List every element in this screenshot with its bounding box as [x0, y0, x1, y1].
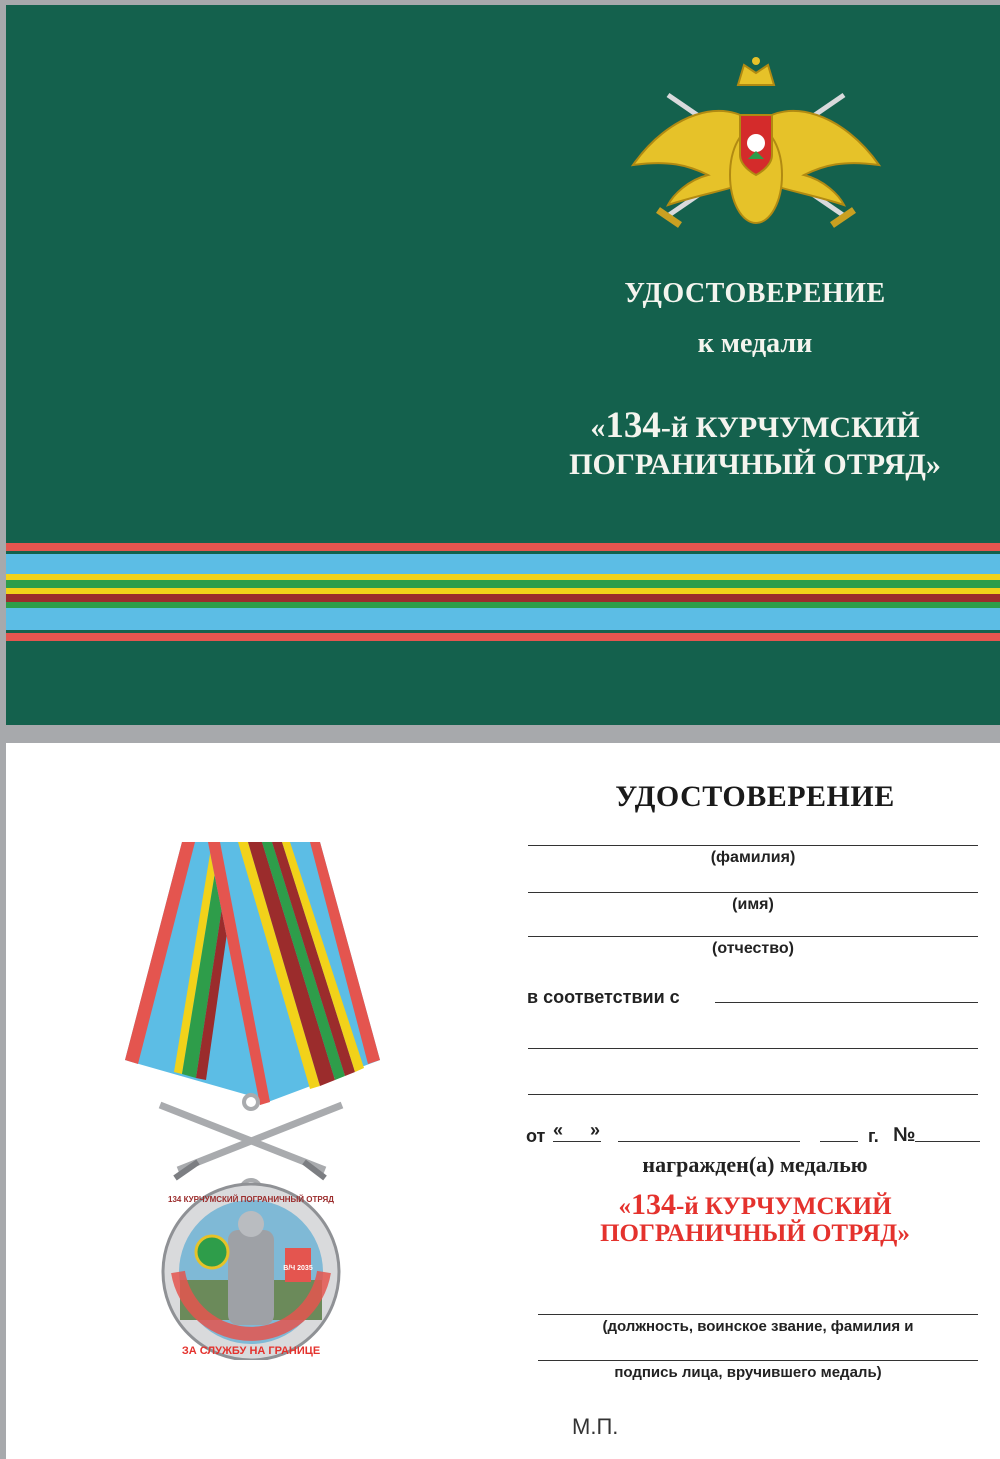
- medal-badge-text: В/Ч 2035: [283, 1265, 313, 1272]
- stamp-place: М.П.: [572, 1414, 619, 1439]
- number-label: №: [893, 1124, 916, 1146]
- signature-caption-1: (должность, воинское звание, фамилия и: [602, 1318, 914, 1335]
- surname-caption: (фамилия): [710, 849, 796, 866]
- medal-icon: [120, 840, 385, 1360]
- cover-subtitle: к медали: [697, 328, 813, 359]
- signature-line-2[interactable]: [538, 1360, 978, 1361]
- patronymic-line[interactable]: [528, 936, 978, 937]
- month-line[interactable]: [618, 1141, 800, 1142]
- ribbon-stripes: [6, 543, 1000, 641]
- medal-name-quote-open: «: [618, 1193, 631, 1220]
- cover-medal-number: 134: [605, 405, 661, 446]
- according-label: в соответствии с: [527, 987, 680, 1007]
- date-quote-close: »: [590, 1120, 601, 1140]
- according-line[interactable]: [715, 1002, 978, 1003]
- according-line-3[interactable]: [528, 1094, 978, 1095]
- medal-name-line1: [560, 1188, 950, 1222]
- year-label: г.: [868, 1126, 879, 1146]
- eagle-emblem-icon: [628, 55, 884, 230]
- page-separator: [0, 725, 1000, 743]
- cover-medal-name-line2: ПОГРАНИЧНЫЙ ОТРЯД»: [569, 448, 941, 481]
- year-line[interactable]: [820, 1141, 858, 1142]
- medal-name-number: 134: [630, 1188, 676, 1221]
- cover-title: УДОСТОВЕРЕНИЕ: [624, 278, 886, 309]
- cover-medal-name-line1: [455, 404, 1000, 447]
- medal-ring-top-text: 134 КУРЧУМСКИЙ ПОГРАНИЧНЫЙ ОТРЯД: [168, 1195, 334, 1204]
- awarded-text: награжден(а) медалью: [642, 1152, 868, 1177]
- inner-title: УДОСТОВЕРЕНИЕ: [615, 780, 895, 813]
- from-label: от: [526, 1126, 546, 1146]
- medal-ring-bottom-text: ЗА СЛУЖБУ НА ГРАНИЦЕ: [181, 1345, 321, 1357]
- patronymic-caption: (отчество): [712, 940, 794, 957]
- name-caption: (имя): [732, 896, 774, 913]
- signature-caption-2: подпись лица, вручившего медаль): [614, 1364, 882, 1381]
- according-line-2[interactable]: [528, 1048, 978, 1049]
- medal-name-rest: -й КУРЧУМСКИЙ: [675, 1193, 892, 1220]
- signature-line-1[interactable]: [538, 1314, 978, 1315]
- cover-quote-open: «: [590, 411, 606, 444]
- name-line[interactable]: [528, 892, 978, 893]
- cover-medal-name-rest: -й КУРЧУМСКИЙ: [660, 411, 920, 444]
- medal-name-line2: ПОГРАНИЧНЫЙ ОТРЯД»: [600, 1220, 910, 1247]
- date-quote-open: «: [553, 1120, 564, 1140]
- number-line[interactable]: [915, 1141, 980, 1142]
- day-line[interactable]: [553, 1141, 601, 1142]
- surname-line[interactable]: [528, 845, 978, 846]
